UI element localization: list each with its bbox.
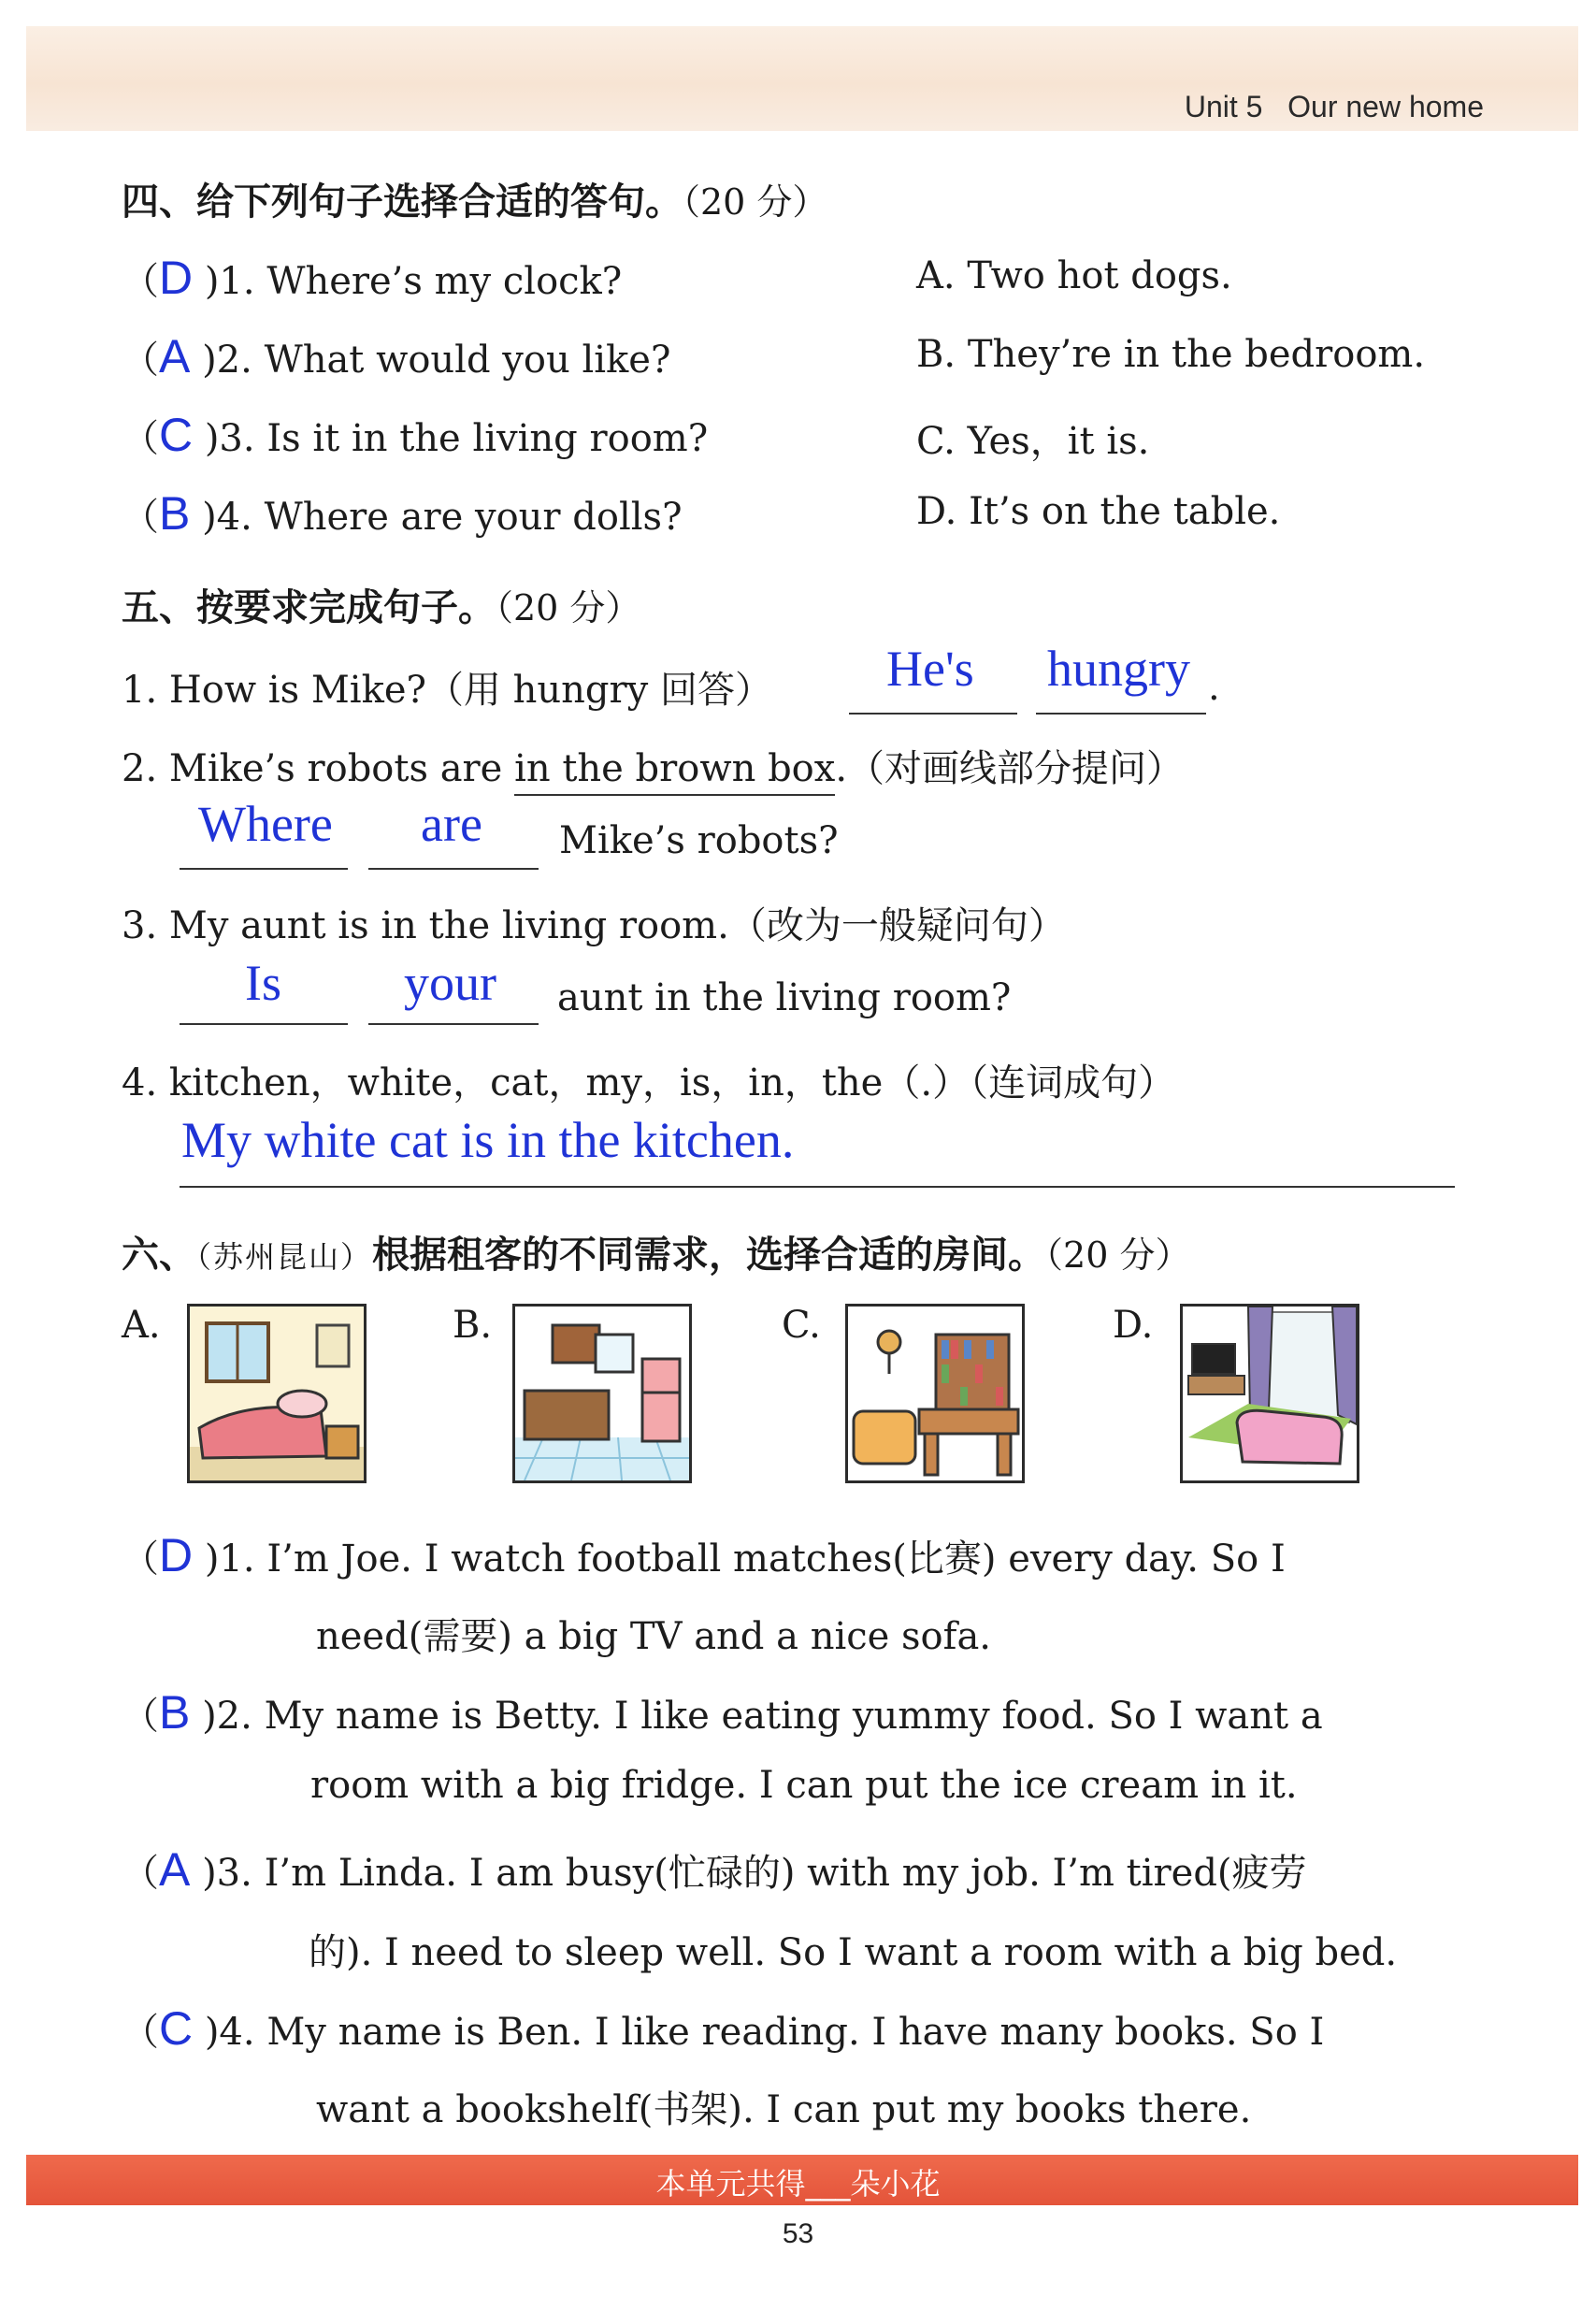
s5-q1-answer-1: He's <box>886 641 974 697</box>
s6-row-4-cont: want a bookshelf(书架). I can put my books there. <box>316 2088 1252 2131</box>
answer: A <box>159 1843 191 1896</box>
bedroom-picture <box>187 1304 367 1483</box>
answer: A <box>159 330 191 383</box>
answer: D <box>159 252 194 304</box>
s6-row-4: （C )4. My name is Ben. I like reading. I have many books. So I <box>122 2002 1325 2055</box>
s5-q3-answer-2: your <box>404 955 496 1011</box>
s5-q1-answer-2: hungry <box>1047 641 1190 697</box>
picture-label-c: C. <box>782 1304 821 1347</box>
s4-row-1: （D )1. Where’s my clock? <box>122 252 623 304</box>
s4-option-d: D. It’s on the table. <box>916 490 1281 533</box>
answer: B <box>159 1686 191 1739</box>
s5-q3-text: 3. My aunt is in the living room.（改为一般疑问句） <box>122 904 1066 947</box>
s4-option-a: A. Two hot dogs. <box>916 254 1232 297</box>
s5-q2-rest: Mike’s robots? <box>559 819 839 862</box>
answer: C <box>159 409 194 461</box>
underlined-phrase: in the brown box <box>514 747 835 796</box>
answer-line <box>180 1186 1455 1188</box>
blank-line <box>180 868 348 870</box>
s5-q1-end: . <box>1208 666 1220 709</box>
unit-header <box>1185 90 1484 124</box>
s4-option-b: B. They’re in the bedroom. <box>916 333 1426 376</box>
s4-option-c: C. Yes，it is. <box>916 420 1150 463</box>
s5-q2-answer-2: are <box>421 796 482 852</box>
answer: B <box>159 487 191 540</box>
section4-title: 四、给下列句子选择合适的答句。（20 分） <box>122 180 828 224</box>
s6-row-2-cont: room with a big fridge. I can put the ice cream in it. <box>310 1764 1298 1807</box>
picture-label-b: B. <box>453 1304 493 1347</box>
unit-title: Our new home <box>1287 90 1484 123</box>
s5-q3-rest: aunt in the living room? <box>557 976 1012 1019</box>
page-number: 53 <box>782 2218 814 2249</box>
s6-row-1: （D )1. I’m Joe. I watch football matches(比赛) every day. So I <box>122 1529 1286 1581</box>
s4-row-4: （B )4. Where are your dolls? <box>122 487 683 540</box>
s5-q2-text: 2. Mike’s robots are in the brown box.（对画线部分提问） <box>122 739 1184 792</box>
answer: C <box>159 2002 194 2055</box>
s6-row-2: （B )2. My name is Betty. I like eating yummy food. So I want a <box>122 1686 1323 1739</box>
s6-row-3-cont: 的). I need to sleep well. So I want a room with a big bed. <box>309 1931 1398 1974</box>
blank-line <box>180 1023 348 1025</box>
living-room-picture <box>1180 1304 1359 1483</box>
blank-line <box>849 713 1017 715</box>
kitchen-picture <box>512 1304 692 1483</box>
flower-score: 本单元共得___朵小花 <box>655 2166 941 2202</box>
s6-row-1-cont: need(需要) a big TV and a nice sofa. <box>316 1615 992 1658</box>
s4-row-2: （A )2. What would you like? <box>122 330 671 383</box>
s5-q4-answer: My white cat is in the kitchen. <box>181 1112 795 1168</box>
unit-label: Unit 5 <box>1184 90 1263 123</box>
picture-label-a: A. <box>122 1304 161 1347</box>
section5-title: 五、按要求完成句子。（20 分） <box>122 586 641 629</box>
s5-q3-answer-1: Is <box>245 955 281 1011</box>
s5-q2-answer-1: Where <box>198 796 333 852</box>
answer: D <box>159 1529 194 1581</box>
blank-line <box>1036 713 1206 715</box>
s5-q4-text: 4. kitchen，white，cat，my，is，in，the（.）（连词成句） <box>122 1061 1176 1104</box>
picture-label-d: D. <box>1113 1304 1154 1347</box>
study-picture <box>845 1304 1025 1483</box>
s6-row-3: （A )3. I’m Linda. I am busy(忙碌的) with my job. I’m tired(疲劳 <box>122 1843 1307 1896</box>
blank-line <box>368 868 539 870</box>
blank-line <box>368 1023 539 1025</box>
section6-title: 六、（苏州昆山）根据租客的不同需求，选择合适的房间。（20 分） <box>122 1234 1191 1277</box>
s4-row-3: （C )3. Is it in the living room? <box>122 409 709 461</box>
s5-q1-text: 1. How is Mike?（用 hungry 回答） <box>122 669 772 712</box>
